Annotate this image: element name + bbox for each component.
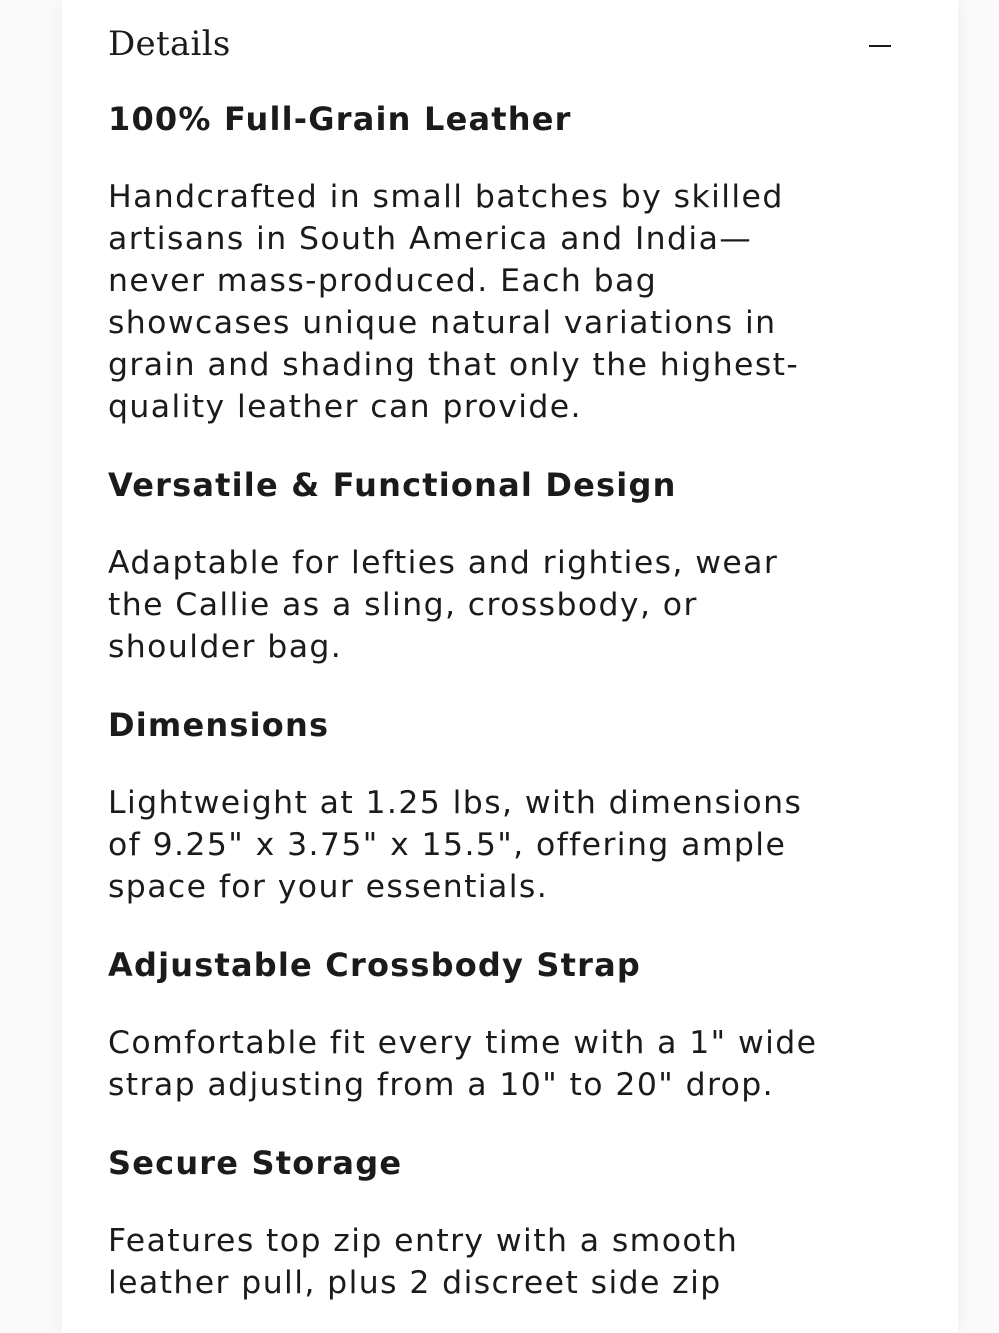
section-body: Comfortable fit every time with a 1" wide strap adjusting from a 10" to 20" drop. xyxy=(108,1025,818,1103)
section-crossbody-strap xyxy=(108,944,868,1106)
section-heading: Adjustable Crossbody Strap xyxy=(108,946,642,984)
section-body: Features top zip entry with a smooth leather pull, plus 2 discreet side zip xyxy=(108,1223,739,1301)
section-body: Lightweight at 1.25 lbs, with dimensions of 9.25" x 3.75" x 15.5", offering ample space for your essentials. xyxy=(108,785,803,905)
collapse-button[interactable] xyxy=(860,28,900,64)
minus-icon xyxy=(869,45,891,47)
section-heading: Dimensions xyxy=(108,706,330,744)
accordion-content xyxy=(108,98,868,1333)
section-heading: 100% Full-Grain Leather xyxy=(108,100,572,138)
details-panel xyxy=(62,0,958,1333)
section-versatile-design xyxy=(108,464,868,668)
section-heading: Secure Storage xyxy=(108,1144,403,1182)
section-body: Handcrafted in small batches by skilled artisans in South America and India— never mass-produced. Each bag showcases unique natural variations in grain and shading that only the highest- quality leather can provide. xyxy=(108,179,800,425)
accordion-header[interactable] xyxy=(62,0,958,90)
accordion-title: Details xyxy=(108,24,231,64)
section-body: Adaptable for lefties and righties, wear the Callie as a sling, crossbody, or shoulder bag. xyxy=(108,545,779,665)
section-heading: Versatile & Functional Design xyxy=(108,466,677,504)
section-full-grain-leather xyxy=(108,98,868,428)
section-secure-storage xyxy=(108,1142,868,1304)
section-dimensions xyxy=(108,704,868,908)
